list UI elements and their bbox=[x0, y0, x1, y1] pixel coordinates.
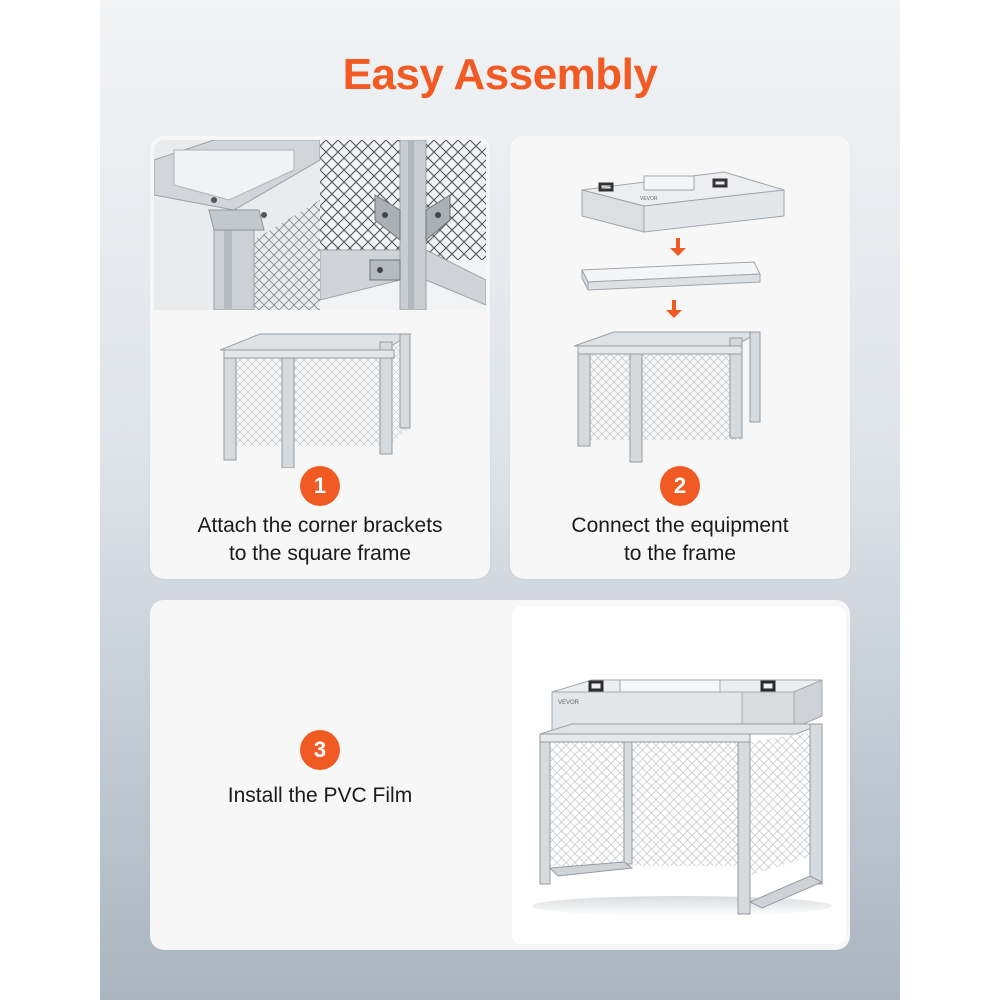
corner-bracket-illustration bbox=[320, 140, 486, 310]
caption-line: to the square frame bbox=[228, 542, 412, 565]
caption-line: Attach the corner brackets bbox=[197, 514, 443, 537]
step-number-badge: 3 bbox=[300, 730, 340, 770]
step-card-2 bbox=[510, 136, 850, 579]
step-caption bbox=[510, 512, 850, 568]
equipment-assembly-image bbox=[574, 170, 790, 470]
step-number-badge: 1 bbox=[300, 466, 340, 506]
page-title: Easy Assembly bbox=[342, 50, 658, 99]
clean-bench-image bbox=[512, 606, 846, 944]
step-caption bbox=[170, 782, 470, 810]
caption-line: Connect the equipment bbox=[571, 514, 789, 537]
step-card-3 bbox=[150, 600, 850, 950]
product-image-panel bbox=[512, 606, 846, 944]
caption-line: to the frame bbox=[623, 542, 737, 565]
brand-label: VEVOR bbox=[558, 700, 580, 706]
brand-label: VEVOR bbox=[640, 196, 658, 202]
square-frame-image bbox=[220, 328, 420, 468]
step-number-badge: 2 bbox=[660, 466, 700, 506]
corner-detail-photo-right bbox=[320, 140, 486, 310]
corner-detail-photo-left bbox=[154, 140, 320, 310]
corner-frame-illustration bbox=[154, 140, 320, 310]
step-card-1 bbox=[150, 136, 490, 579]
caption-line: Install the PVC Film bbox=[227, 784, 413, 807]
step-caption bbox=[150, 512, 490, 568]
